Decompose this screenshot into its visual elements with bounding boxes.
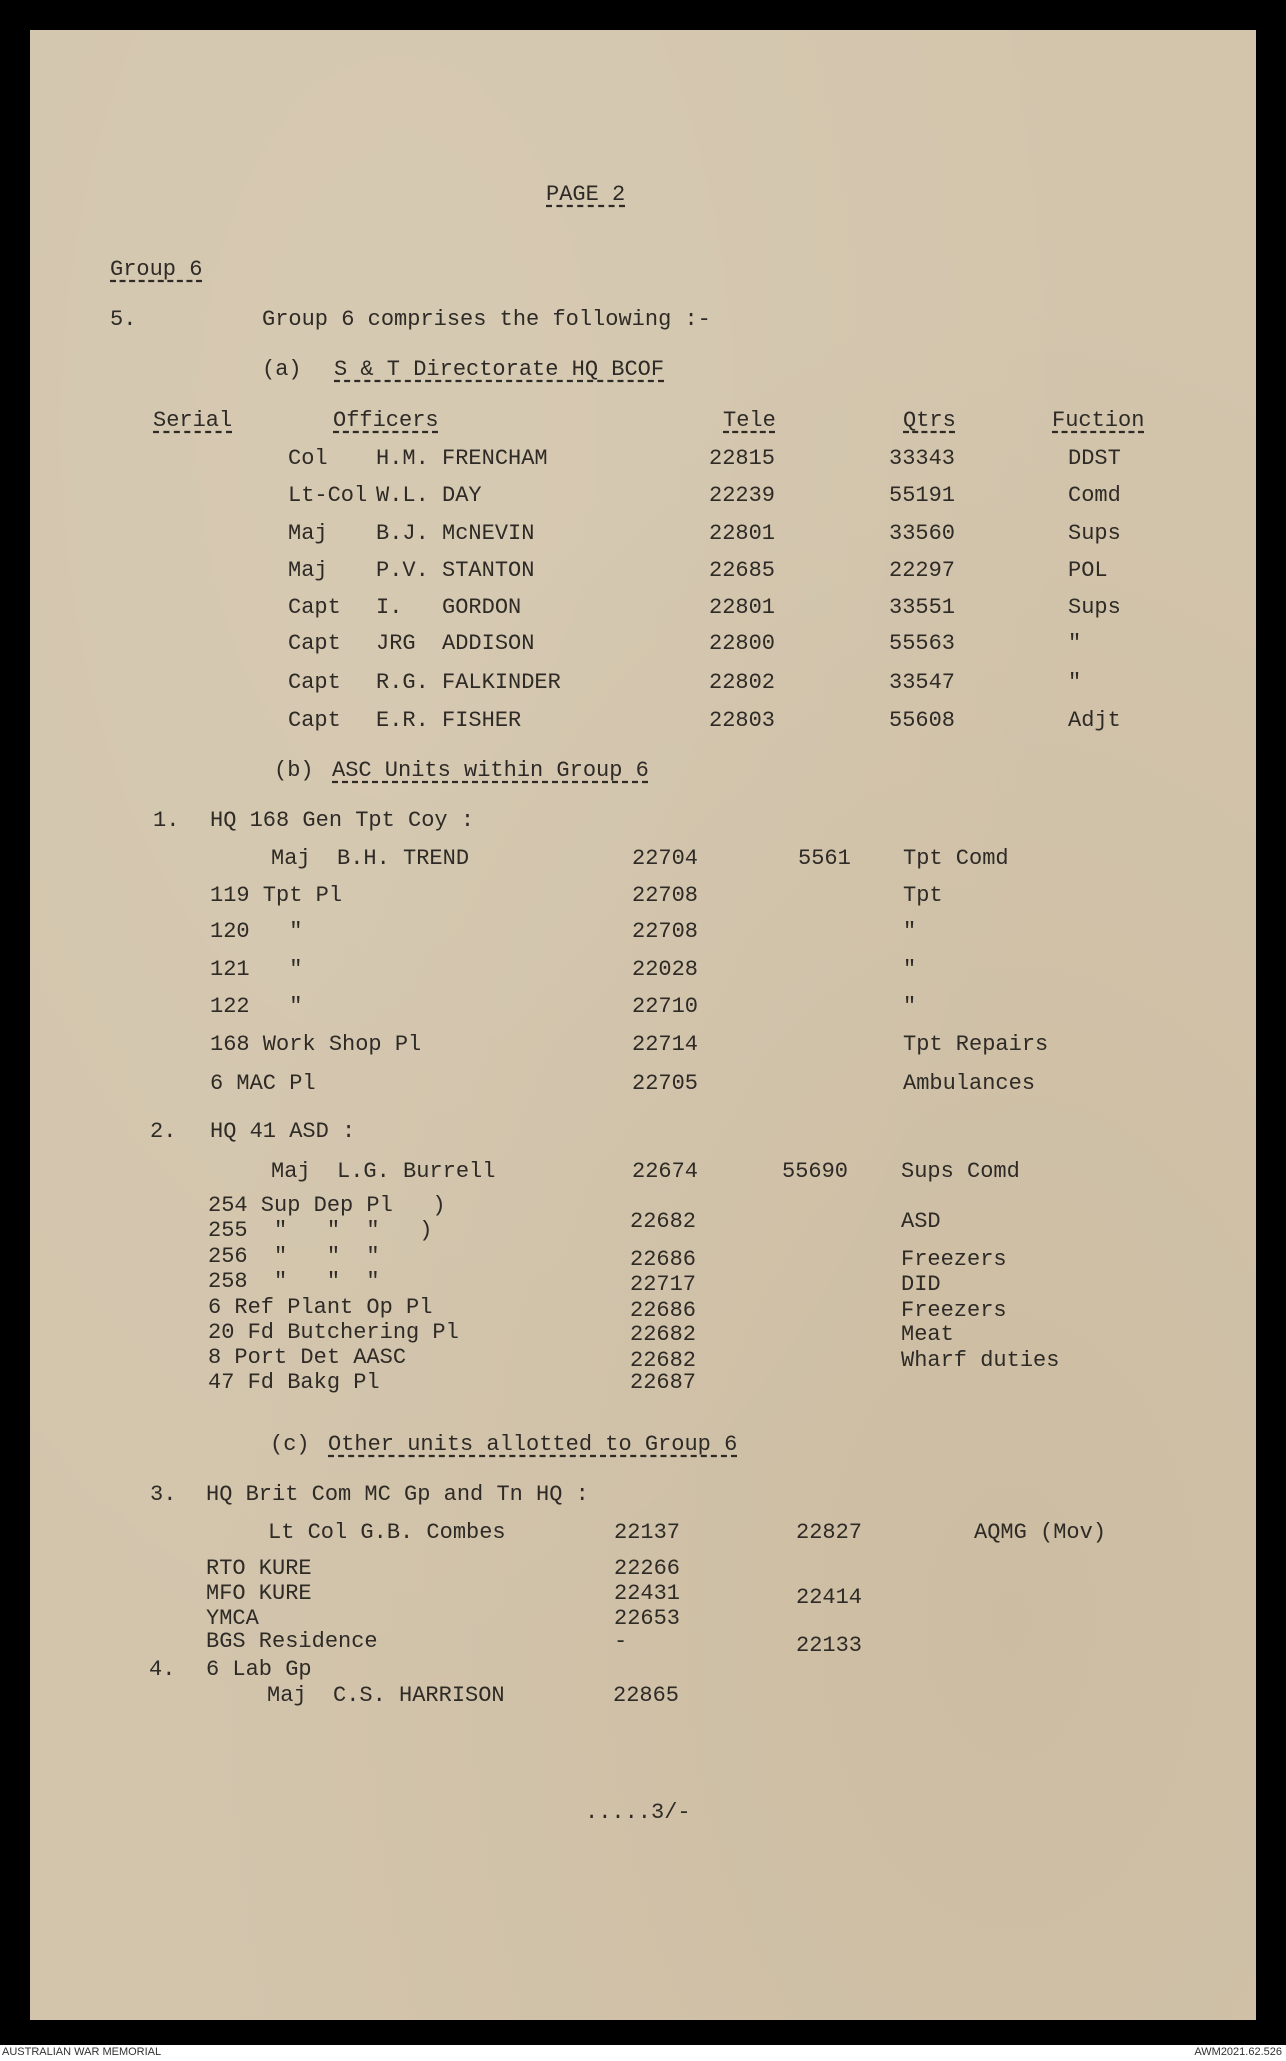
officer-function: Adjt: [1068, 708, 1121, 733]
unit-function: Ambulances: [903, 1071, 1036, 1096]
unit1-officer: Maj B.H. TREND: [271, 846, 470, 871]
unit3-officer-tele: 22137: [614, 1520, 681, 1545]
officer-qtrs: 33551: [889, 595, 956, 620]
officer-function: POL: [1068, 558, 1108, 583]
unit-tele: 22682: [630, 1209, 697, 1234]
unit-name: 119 Tpt Pl: [210, 883, 343, 908]
officer-rank: Col: [288, 446, 328, 471]
officer-rank: Capt: [288, 595, 341, 620]
unit-name: 256 " " ": [208, 1244, 380, 1269]
officer-qtrs: 55563: [889, 631, 956, 656]
col-function: Fuction: [1052, 408, 1145, 433]
officer-rank: Maj: [288, 521, 328, 546]
unit-tele: 22717: [630, 1272, 697, 1297]
unit-tele: 22686: [630, 1298, 697, 1323]
col-serial: Serial: [153, 408, 233, 433]
unit2-officer-function: Sups Comd: [901, 1159, 1020, 1184]
group-heading: Group 6: [110, 257, 203, 282]
unit-name: 120 ": [210, 919, 303, 944]
officer-tele: 22815: [709, 446, 776, 471]
officer-name: H.M. FRENCHAM: [376, 446, 548, 471]
unit-name: 121 ": [210, 957, 303, 982]
officer-rank: Lt-Col: [288, 483, 368, 508]
unit-tele: 22708: [632, 919, 699, 944]
officer-rank: Capt: [288, 708, 341, 733]
officer-qtrs: 33560: [889, 521, 956, 546]
officer-name: P.V. STANTON: [376, 558, 535, 583]
section-b-title: ASC Units within Group 6: [332, 758, 649, 783]
officer-function: DDST: [1068, 446, 1121, 471]
unit3-number: 3.: [150, 1482, 177, 1507]
unit4-title: 6 Lab Gp: [206, 1657, 312, 1682]
officer-tele: 22803: [709, 708, 776, 733]
unit-tele: 22687: [630, 1370, 697, 1395]
unit-function: Tpt: [903, 883, 943, 908]
unit-tele: -: [614, 1629, 628, 1654]
unit1-officer-qtrs: 5561: [798, 846, 851, 871]
officer-tele: 22685: [709, 558, 776, 583]
unit-name: 168 Work Shop Pl: [210, 1032, 422, 1057]
unit-tele: 22653: [614, 1606, 681, 1631]
unit-name: YMCA: [206, 1606, 259, 1631]
section-a-title: S & T Directorate HQ BCOF: [334, 357, 665, 382]
unit4-officer-tele: 22865: [613, 1683, 680, 1708]
footer-institution: AUSTRALIAN WAR MEMORIAL: [2, 2046, 162, 2058]
unit3-officer-qtrs: 22827: [796, 1520, 863, 1545]
unit-tele: 22708: [632, 883, 699, 908]
unit-tele: 22028: [632, 957, 699, 982]
officer-name: JRG ADDISON: [376, 631, 535, 656]
officer-rank: Capt: [288, 670, 341, 695]
unit-function: DID: [901, 1272, 941, 1297]
unit-function: Freezers: [901, 1247, 1007, 1272]
officer-tele: 22239: [709, 483, 776, 508]
unit-name: 258 " " ": [208, 1269, 380, 1294]
officer-function: Sups: [1068, 595, 1121, 620]
officer-tele: 22801: [709, 521, 776, 546]
unit-tele: 22686: [630, 1247, 697, 1272]
unit1-officer-tele: 22704: [632, 846, 699, 871]
unit-name: 8 Port Det AASC: [208, 1345, 407, 1370]
col-qtrs: Qtrs: [903, 408, 956, 433]
unit-function: Tpt Repairs: [903, 1032, 1049, 1057]
unit-name: MFO KURE: [206, 1581, 312, 1606]
officer-function: ": [1068, 631, 1082, 656]
unit-tele: 22705: [632, 1071, 699, 1096]
officer-name: I. GORDON: [376, 595, 522, 620]
unit-function: ": [903, 957, 917, 982]
unit3-title: HQ Brit Com MC Gp and Tn HQ :: [206, 1482, 589, 1507]
unit-function: ": [903, 919, 917, 944]
officer-qtrs: 33547: [889, 670, 956, 695]
footer-bar: [0, 2045, 1286, 2061]
unit1-officer-function: Tpt Comd: [903, 846, 1009, 871]
officer-tele: 22802: [709, 670, 776, 695]
officer-tele: 22801: [709, 595, 776, 620]
para-number: 5.: [110, 307, 137, 332]
section-b-label: (b): [274, 758, 314, 783]
unit-function: Wharf duties: [901, 1348, 1060, 1373]
unit-name: 122 ": [210, 994, 303, 1019]
unit-name: RTO KURE: [206, 1556, 312, 1581]
col-officers: Officers: [333, 408, 439, 433]
unit-name: 6 MAC Pl: [210, 1071, 316, 1096]
unit3-officer-function: AQMG (Mov): [974, 1520, 1107, 1545]
unit-tele: 22682: [630, 1322, 697, 1347]
unit-tele: 22710: [632, 994, 699, 1019]
officer-name: R.G. FALKINDER: [376, 670, 561, 695]
officer-function: Sups: [1068, 521, 1121, 546]
officer-qtrs: 33343: [889, 446, 956, 471]
officer-function: Comd: [1068, 483, 1121, 508]
unit2-number: 2.: [150, 1119, 177, 1144]
unit3-officer: Lt Col G.B. Combes: [268, 1520, 506, 1545]
unit1-number: 1.: [153, 808, 180, 833]
officer-function: ": [1068, 670, 1082, 695]
officer-rank: Maj: [288, 558, 328, 583]
officer-name: W.L. DAY: [376, 483, 482, 508]
section-a-label: (a): [262, 357, 302, 382]
unit-function: ": [903, 994, 917, 1019]
unit2-officer-qtrs: 55690: [782, 1159, 849, 1184]
footer-accession-number: AWM2021.62.526: [1194, 2046, 1282, 2058]
unit2-title: HQ 41 ASD :: [210, 1119, 356, 1144]
officer-name: B.J. McNEVIN: [376, 521, 535, 546]
unit-tele: 22266: [614, 1556, 681, 1581]
officer-rank: Capt: [288, 631, 341, 656]
section-c-label: (c): [270, 1432, 310, 1457]
continuation-marker: .....3/-: [585, 1800, 691, 1825]
unit-function: Meat: [901, 1322, 954, 1347]
unit-qtrs: 22133: [796, 1633, 863, 1658]
unit-tele: 22682: [630, 1348, 697, 1373]
section-c-title: Other units allotted to Group 6: [328, 1432, 738, 1457]
unit-function: Freezers: [901, 1298, 1007, 1323]
officer-qtrs: 55608: [889, 708, 956, 733]
unit-tele: 22714: [632, 1032, 699, 1057]
unit4-number: 4.: [149, 1657, 176, 1682]
unit-name: 6 Ref Plant Op Pl: [208, 1295, 433, 1320]
unit-name: 20 Fd Butchering Pl: [208, 1320, 459, 1345]
unit-function: ASD: [901, 1209, 941, 1234]
unit-name: BGS Residence: [206, 1629, 378, 1654]
unit-qtrs: 22414: [796, 1585, 863, 1610]
unit2-officer-tele: 22674: [632, 1159, 699, 1184]
unit-name: 47 Fd Bakg Pl: [208, 1370, 380, 1395]
unit4-officer: Maj C.S. HARRISON: [267, 1683, 505, 1708]
unit2-officer: Maj L.G. Burrell: [271, 1159, 496, 1184]
page-header: PAGE 2: [546, 182, 626, 207]
officer-qtrs: 55191: [889, 483, 956, 508]
unit-tele: 22431: [614, 1581, 681, 1606]
officer-qtrs: 22297: [889, 558, 956, 583]
officer-tele: 22800: [709, 631, 776, 656]
unit1-title: HQ 168 Gen Tpt Coy :: [210, 808, 475, 833]
unit-name: 254 Sup Dep Pl ): [208, 1193, 446, 1218]
col-tele: Tele: [723, 408, 776, 433]
para-text: Group 6 comprises the following :-: [262, 307, 711, 332]
unit-name: 255 " " " ): [208, 1218, 433, 1243]
officer-name: E.R. FISHER: [376, 708, 522, 733]
